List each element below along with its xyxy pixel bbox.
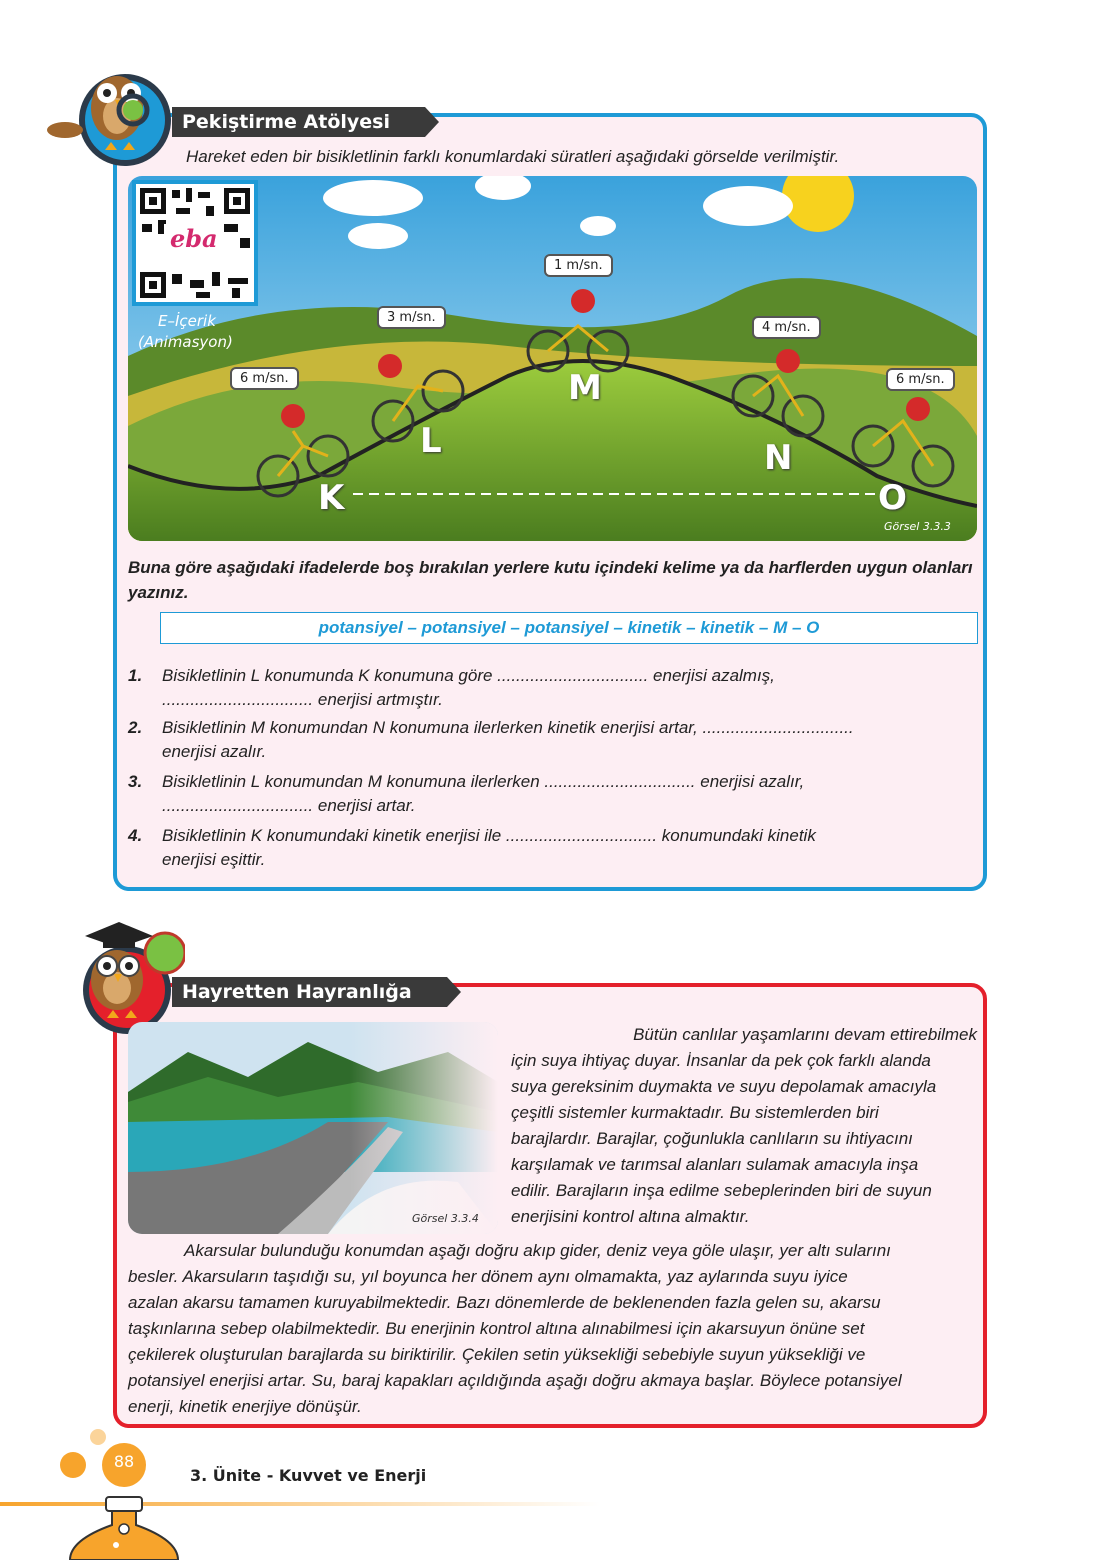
- figure-caption: Görsel 3.3.3: [884, 520, 951, 533]
- dam-photo: [128, 1022, 498, 1234]
- side-paragraph: Bütün canlılar yaşamlarını devam ettirebilmek için suya ihtiyaç duyar. İnsanlar da pek çok farklı alanda suya gereksinim duymakta ve suyu depolamak amacıyla çeşitli sistemler kurmaktadır. Bu sistemlerden biri barajlardır. Barajlar, çoğunlukla canlıların su ihtiyacını karşılamak ve tarımsal alanları sulamak amacıyla inşa edilir. Barajların inşa edilme sebeplerinden biri de suyun enerjisini kontrol altına almaktır.: [511, 1025, 977, 1226]
- instruction-text: Buna göre aşağıdaki ifadelerde boş bırakılan yerlere kutu içindeki kelime ya da harflerden uygun olanları yazınız.: [128, 558, 973, 602]
- footer-decoration: [0, 1425, 600, 1560]
- question-item: 4. Bisikletlinin K konumundaki kinetik enerjisi ile ................................ konumundaki kinetik enerjisi eşittir.: [128, 826, 816, 869]
- word-box: [160, 612, 978, 644]
- page-number: 88: [113, 1452, 135, 1471]
- question-item: 1. Bisikletlinin L konumunda K konumuna göre ................................ enerjisi azalmış, ................................ enerjisi artmıştır.: [128, 666, 775, 709]
- speed-n: 4 m/sn.: [752, 316, 821, 339]
- question-item: 2. Bisikletlinin M konumundan N konumuna ilerlerken kinetik enerjisi artar, ................................ enerjisi azalır.: [128, 718, 854, 761]
- owl-magnifier-icon: [45, 38, 175, 168]
- speed-k: 6 m/sn.: [230, 367, 299, 390]
- banner-title: Hayretten Hayranlığa: [182, 981, 412, 1003]
- letter-m: M: [568, 368, 602, 408]
- speed-m: 1 m/sn.: [544, 254, 613, 277]
- qr-code[interactable]: [132, 180, 258, 306]
- speed-l: 3 m/sn.: [377, 306, 446, 329]
- photo-caption: Görsel 3.3.4: [412, 1212, 479, 1225]
- qr-label-2: (Animasyon): [138, 333, 233, 351]
- word-box-text: potansiyel – potansiyel – potansiyel – kinetik – kinetik – M – O: [318, 618, 820, 637]
- letter-n: N: [764, 438, 793, 478]
- letter-l: L: [420, 421, 442, 461]
- letter-k: K: [318, 478, 345, 518]
- banner-title: Pekiştirme Atölyesi: [182, 111, 390, 133]
- section-banner: [172, 977, 447, 1007]
- qr-label-1: E–İçerik: [158, 312, 216, 330]
- letter-o: O: [878, 478, 907, 518]
- cyclist-illustration: [128, 176, 977, 541]
- intro-text: Hareket eden bir bisikletlinin farklı konumlardaki süratleri aşağıdaki görselde verilmiştir.: [186, 147, 840, 166]
- unit-title: 3. Ünite - Kuvvet ve Enerji: [190, 1466, 427, 1485]
- body-paragraph: Akarsular bulunduğu konumdan aşağı doğru akıp gider, deniz veya göle ulaşır, yer altı sularını besler. Akarsuların taşıdığı su, yıl boyunca her dönem aynı olmamakta, yaz aylarında suyu iyice azalan akarsu tamamen kuruyabilmektedir. Bazı dönemlerde de beklenenden fazla gelen su, akarsu taşkınlarına sebep olabilmektedir. Bu enerjinin kontrol altına alınabilmesi için akarsuyun önüne set çekilerek oluşturulan barajlarda su biriktirilir. Çekilen setin yüksekliği sebebiyle suyun yüksekliği ve potansiyel enerjisi artar. Su, baraj kapakları açıldığında aşağı doğru akmaya başlar. Böylece potansiyel enerji, kinetik enerjiye dönüşür.: [128, 1241, 902, 1416]
- eba-logo: eba: [164, 224, 224, 254]
- owl-graduate-icon: [45, 908, 185, 1038]
- section-banner: [172, 107, 425, 137]
- speed-o: 6 m/sn.: [886, 368, 955, 391]
- question-item: 3. Bisikletlinin L konumundan M konumuna ilerlerken ................................ enerjisi azalır, ................................ enerjisi artar.: [128, 772, 805, 815]
